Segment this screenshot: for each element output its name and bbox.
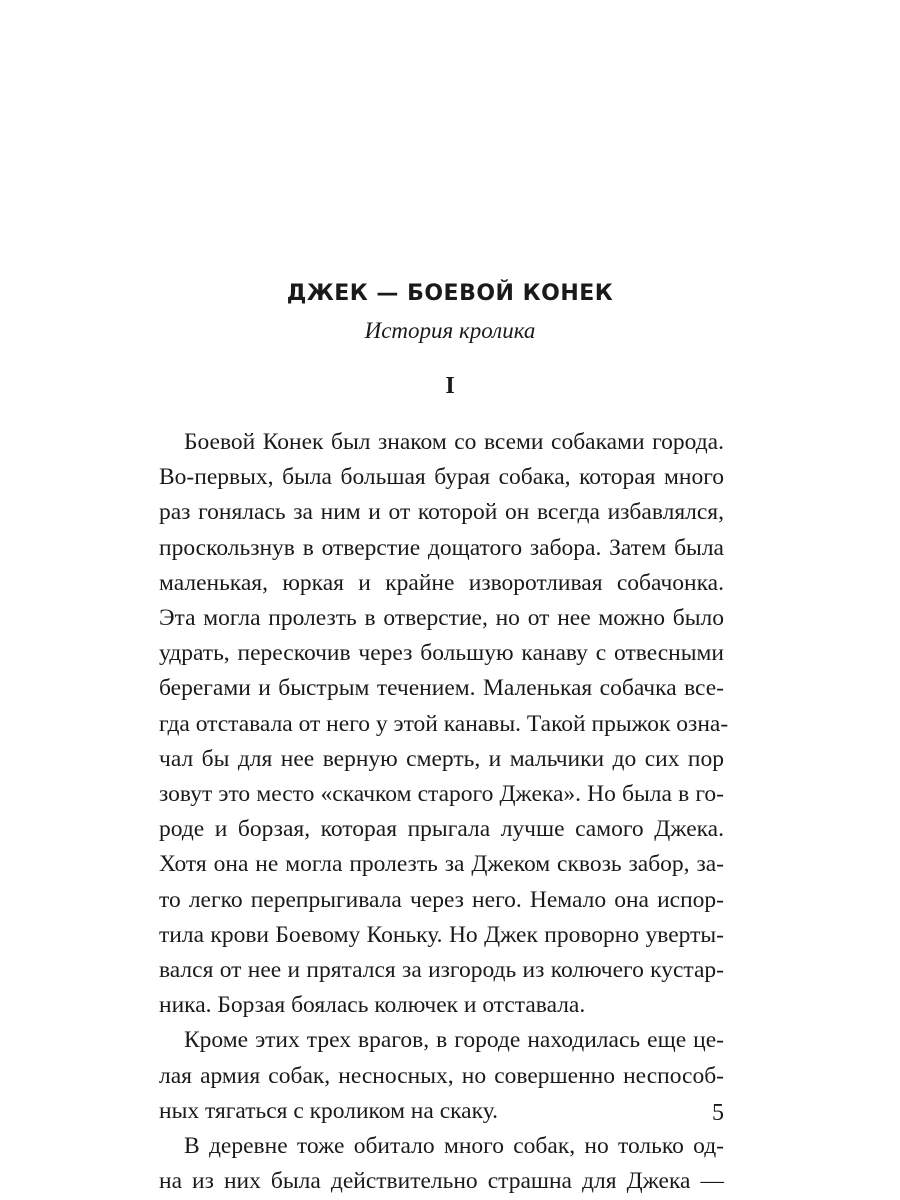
text-line: раз гонялась за ним и от которой он всегда избавлялся, xyxy=(159,499,724,526)
text-line: берегами и быстрым течением. Маленькая собачка все- xyxy=(159,675,724,702)
text-line: В деревне тоже обитало много собак, но только од- xyxy=(184,1133,724,1160)
text-line: вался от нее и прятался за изгородь из колючего кустар- xyxy=(159,957,724,984)
text-line: удрать, перескочив через большую канаву с отвесными xyxy=(159,640,724,667)
text-line: роде и борзая, которая прыгала лучше самого Джека. xyxy=(159,816,724,843)
story-title: ДЖЕК — БОЕВОЙ КОНЕК xyxy=(286,281,614,306)
body-text xyxy=(159,425,729,1199)
text-line: Во-первых, была большая бурая собака, которая много xyxy=(159,464,724,491)
text-line: Кроме этих трех врагов, в городе находилась еще це- xyxy=(184,1027,724,1054)
text-line: ника. Борзая боялась колючек и отставала. xyxy=(159,992,586,1019)
page-number: 5 xyxy=(712,1100,724,1126)
text-line: на из них была действительно страшна для Джека — xyxy=(159,1168,724,1195)
text-line: то легко перепрыгивала через него. Немало она испор- xyxy=(159,886,724,913)
text-line: чал бы для нее верную смерть, и мальчики до сих пор xyxy=(159,745,724,772)
story-subtitle: История кролика xyxy=(364,318,536,343)
chapter-number: I xyxy=(445,373,455,399)
text-line: Хотя она не могла пролезть за Джеком сквозь забор, за- xyxy=(159,851,724,878)
text-line: Эта могла пролезть в отверстие, но от нее можно было xyxy=(159,605,724,632)
text-line: тила крови Боевому Коньку. Но Джек проворно уверты- xyxy=(159,921,724,948)
text-line: маленькая, юркая и крайне изворотливая собачонка. xyxy=(159,569,724,596)
text-line: Боевой Конек был знаком со всеми собаками города. xyxy=(184,429,724,455)
text-line: гда отставала от него у этой канавы. Такой прыжок озна- xyxy=(159,710,729,737)
text-line: ных тягаться с кроликом на скаку. xyxy=(159,1097,498,1124)
text-line: проскользнув в отверстие дощатого забора. Затем была xyxy=(159,534,724,561)
text-line: зовут это место «скачком старого Джека». Но была в го- xyxy=(159,781,724,808)
text-line: лая армия собак, несносных, но совершенно неспособ- xyxy=(159,1062,724,1089)
